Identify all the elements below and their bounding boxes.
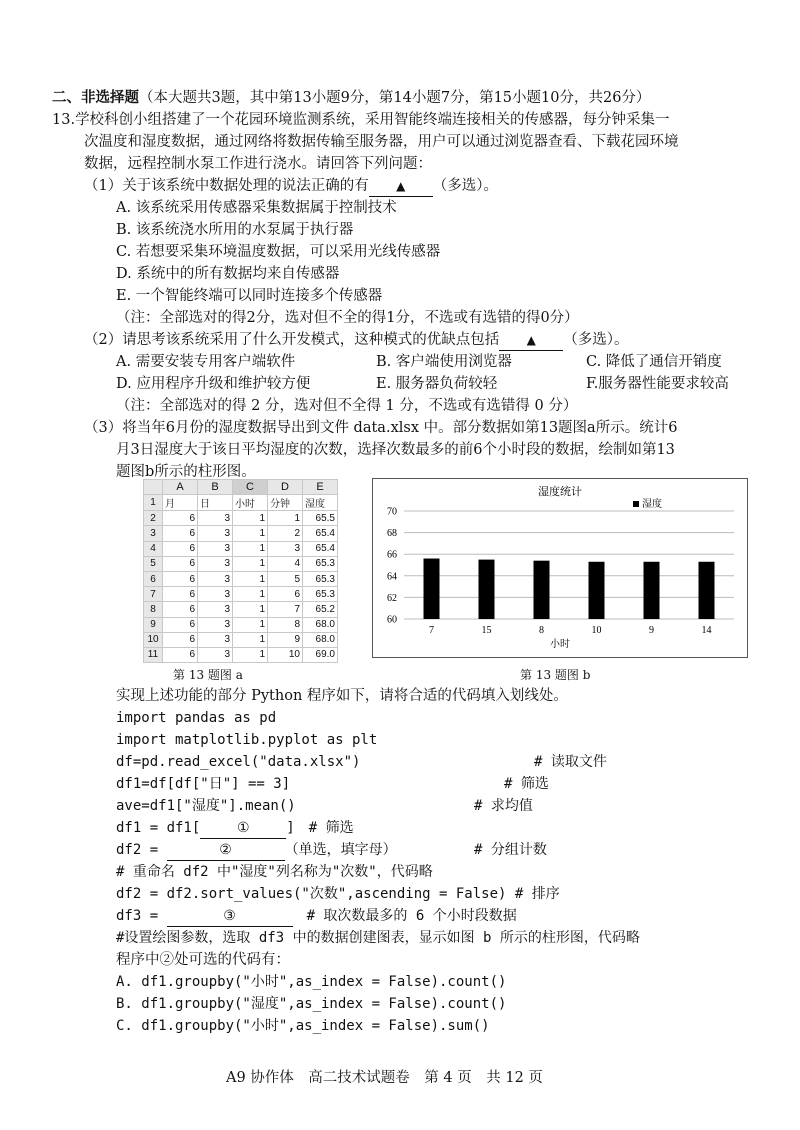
sheet-cell: 3 bbox=[198, 647, 233, 662]
q2-option-f: F.服务器性能要求较高 bbox=[586, 376, 729, 392]
chart-y-tick-label: 62 bbox=[387, 592, 397, 604]
sheet-cell: 65.4 bbox=[303, 526, 338, 541]
code-line-10: df3 = ③ # 取次数最多的 6 个小时段数据 bbox=[116, 906, 517, 927]
chart-y-tick-label: 60 bbox=[387, 614, 397, 626]
sheet-cell: 3 bbox=[198, 541, 233, 556]
sheet-row-number: 10 bbox=[144, 632, 163, 647]
sheet-cell: 1 bbox=[268, 511, 303, 526]
chart-x-tick-label: 9 bbox=[649, 625, 654, 636]
sheet-cell: 3 bbox=[198, 617, 233, 632]
sheet-row bbox=[144, 587, 338, 602]
q2-scoring-note: （注：全部选对的得 2 分，选对但不全得 1 分，不选或有选错得 0 分） bbox=[116, 398, 578, 414]
sheet-cell: 65.5 bbox=[303, 511, 338, 526]
sheet-cell: 65.3 bbox=[303, 571, 338, 586]
q2-option-c: C. 降低了通信开销度 bbox=[586, 354, 722, 370]
sheet-cell: 1 bbox=[233, 617, 268, 632]
sheet-cell: 1 bbox=[233, 511, 268, 526]
sheet-cell: 1 bbox=[233, 587, 268, 602]
sheet-cell: 3 bbox=[198, 587, 233, 602]
sheet-row-number: 4 bbox=[144, 541, 163, 556]
sheet-row-number: 8 bbox=[144, 602, 163, 617]
sheet-column-letter: C bbox=[233, 480, 268, 495]
page-footer: A9 协作体 高二技术试题卷 第 4 页 共 12 页 bbox=[226, 1070, 543, 1086]
sheet-column-header-row bbox=[144, 480, 338, 495]
sheet-cell: 6 bbox=[163, 647, 198, 662]
code-line-3: df=pd.read_excel("data.xlsx") bbox=[116, 754, 361, 770]
sheet-cell: 65.3 bbox=[303, 587, 338, 602]
sheet-cell: 1 bbox=[233, 541, 268, 556]
sheet-field-header: 日 bbox=[198, 495, 233, 511]
sheet-row bbox=[144, 602, 338, 617]
q1-option-b: B. 该系统浇水所用的水泵属于执行器 bbox=[116, 222, 354, 238]
sheet-field-header: 月 bbox=[163, 495, 198, 511]
sheet-row-number: 11 bbox=[144, 647, 163, 662]
figure-b-caption: 第 13 题图 b bbox=[520, 668, 591, 682]
chart-legend-swatch bbox=[633, 501, 639, 507]
sheet-row bbox=[144, 556, 338, 571]
code-line-6: df1 = df1[ ① ] # 筛选 bbox=[116, 818, 354, 839]
sheet-row-number: 6 bbox=[144, 571, 163, 586]
sheet-row-number: 3 bbox=[144, 526, 163, 541]
choice-c: C. df1.groupby("小时",as_index = False).sum() bbox=[116, 1018, 490, 1034]
chart-bar bbox=[644, 562, 660, 619]
sheet-row-number: 1 bbox=[144, 495, 163, 511]
sheet-cell: 6 bbox=[163, 511, 198, 526]
code-line-2: import matplotlib.pyplot as plt bbox=[116, 732, 378, 748]
choice-b: B. df1.groupby("湿度",as_index = False).count() bbox=[116, 996, 507, 1012]
sheet-row bbox=[144, 571, 338, 586]
sheet-row-number: 7 bbox=[144, 587, 163, 602]
sheet-field-header: 分钟 bbox=[268, 495, 303, 511]
sheet-cell: 6 bbox=[163, 571, 198, 586]
code-line-5: ave=df1["湿度"].mean() bbox=[116, 798, 296, 814]
sheet-field-header: 小时 bbox=[233, 495, 268, 511]
chart-bar bbox=[589, 562, 605, 619]
q2-option-b: B. 客户端使用浏览器 bbox=[376, 354, 512, 370]
chart-x-tick-label: 14 bbox=[701, 625, 712, 636]
code-line-4: df1=df[df["日"] == 3] bbox=[116, 776, 291, 792]
bar-chart-figure-b bbox=[372, 478, 748, 658]
chart-title: 湿度统计 bbox=[538, 485, 582, 498]
q3-stem-line-1: （3）将当年6月份的湿度数据导出到文件 data.xlsx 中。部分数据如第13题图a所示。统计6 bbox=[84, 420, 678, 436]
sheet-row bbox=[144, 632, 338, 647]
code-line-11: #设置绘图参数，选取 df3 中的数据创建图表，显示如图 b 所示的柱形图，代码略 bbox=[116, 930, 640, 946]
sheet-cell: 2 bbox=[268, 526, 303, 541]
code-line-7: df2 = ② （单选，填字母） bbox=[116, 840, 397, 861]
chart-x-tick-label: 8 bbox=[539, 625, 544, 636]
sheet-cell: 1 bbox=[233, 571, 268, 586]
q1-option-a: A. 该系统采用传感器采集数据属于控制技术 bbox=[116, 200, 397, 216]
sheet-cell: 8 bbox=[268, 617, 303, 632]
sheet-column-letter: E bbox=[303, 480, 338, 495]
sheet-cell: 65.3 bbox=[303, 556, 338, 571]
q2-option-e: E. 服务器负荷较轻 bbox=[376, 376, 498, 392]
question-number: 13. bbox=[52, 112, 76, 128]
code-blank-2[interactable]: ② bbox=[167, 840, 285, 861]
code-comment-7: # 分组计数 bbox=[474, 842, 547, 858]
chart-bar bbox=[424, 559, 440, 619]
chart-bar bbox=[534, 561, 550, 619]
chart-legend-label: 湿度 bbox=[642, 499, 662, 510]
sheet-cell: 10 bbox=[268, 647, 303, 662]
sheet-row bbox=[144, 495, 338, 511]
sheet-field-header: 湿度 bbox=[303, 495, 338, 511]
spreadsheet-figure-a bbox=[143, 479, 338, 663]
choices-intro: 程序中②处可选的代码有： bbox=[116, 952, 290, 968]
section-title: 二、非选择题 bbox=[52, 90, 139, 106]
sheet-row-number: 2 bbox=[144, 511, 163, 526]
code-line-9: df2 = df2.sort_values("次数",ascending = False) # 排序 bbox=[116, 886, 560, 902]
sheet-cell: 5 bbox=[268, 571, 303, 586]
sheet-row-number: 5 bbox=[144, 556, 163, 571]
code-line-8: # 重命名 df2 中"湿度"列名称为"次数"，代码略 bbox=[116, 864, 433, 880]
sheet-cell: 65.4 bbox=[303, 541, 338, 556]
sheet-row bbox=[144, 511, 338, 526]
sheet-column-letter: D bbox=[268, 480, 303, 495]
q2-option-a: A. 需要安装专用客户端软件 bbox=[116, 354, 296, 370]
q3-stem-line-2: 月3日湿度大于该日平均湿度的次数，选择次数最多的前6个小时段的数据，绘制如第13 bbox=[116, 442, 675, 458]
sheet-cell: 3 bbox=[268, 541, 303, 556]
chart-bar bbox=[699, 562, 715, 619]
section-heading bbox=[52, 88, 650, 108]
sheet-cell: 6 bbox=[163, 617, 198, 632]
sheet-column-letter: A bbox=[163, 480, 198, 495]
q1-option-c: C. 若想要采集环境温度数据，可以采用光线传感器 bbox=[116, 244, 441, 260]
sheet-cell: 1 bbox=[233, 647, 268, 662]
code-blank-1[interactable]: ① bbox=[200, 818, 286, 839]
sheet-cell: 65.2 bbox=[303, 602, 338, 617]
chart-x-tick-label: 7 bbox=[429, 625, 434, 636]
sheet-corner-cell bbox=[144, 480, 163, 495]
q3-stem-line-3: 题图b所示的柱形图。 bbox=[116, 464, 256, 480]
question-stem-line-3: 数据，远程控制水泵工作进行浇水。请回答下列问题： bbox=[84, 156, 432, 172]
sheet-cell: 68.0 bbox=[303, 632, 338, 647]
sheet-cell: 3 bbox=[198, 511, 233, 526]
sheet-cell: 3 bbox=[198, 602, 233, 617]
code-comment-3: # 读取文件 bbox=[534, 754, 607, 770]
sheet-cell: 1 bbox=[233, 602, 268, 617]
chart-x-tick-label: 10 bbox=[591, 625, 602, 636]
sheet-cell: 69.0 bbox=[303, 647, 338, 662]
chart-x-tick-label: 15 bbox=[481, 625, 492, 636]
question-stem-line-2: 次温度和湿度数据，通过网络将数据传输至服务器，用户可以通过浏览器查看、下载花园环境 bbox=[84, 134, 679, 150]
code-line-1: import pandas as pd bbox=[116, 710, 277, 726]
code-blank-3[interactable]: ③ bbox=[167, 906, 293, 927]
sheet-row bbox=[144, 617, 338, 632]
sheet-cell: 6 bbox=[163, 556, 198, 571]
sheet-row bbox=[144, 647, 338, 662]
chart-y-tick-label: 70 bbox=[387, 506, 397, 518]
sheet-cell: 6 bbox=[163, 602, 198, 617]
q2-answer-blank[interactable]: ▲ bbox=[499, 330, 563, 351]
chart-y-tick-label: 64 bbox=[387, 571, 397, 583]
q1-prompt: （1）关于该系统中数据处理的说法正确的有 ▲ （多选）。 bbox=[84, 176, 498, 197]
sheet-cell: 68.0 bbox=[303, 617, 338, 632]
sheet-cell: 1 bbox=[233, 526, 268, 541]
section-note: （本大题共3题，其中第13小题9分，第14小题7分，第15小题10分，共26分） bbox=[139, 90, 651, 106]
code-comment-4: # 筛选 bbox=[504, 776, 549, 792]
q1-scoring-note: （注：全部选对的得2分，选对但不全的得1分，不选或有选错的得0分） bbox=[116, 310, 579, 326]
sheet-row bbox=[144, 541, 338, 556]
q1-answer-blank[interactable]: ▲ bbox=[369, 176, 433, 197]
sheet-cell: 6 bbox=[163, 526, 198, 541]
sheet-cell: 7 bbox=[268, 602, 303, 617]
q1-option-d: D. 系统中的所有数据均来自传感器 bbox=[116, 266, 340, 282]
sheet-cell: 6 bbox=[268, 587, 303, 602]
sheet-row bbox=[144, 526, 338, 541]
choice-a: A. df1.groupby("小时",as_index = False).count() bbox=[116, 974, 507, 990]
q2-option-d: D. 应用程序升级和维护较方便 bbox=[116, 376, 311, 392]
q2-prompt: （2）请思考该系统采用了什么开发模式，这种模式的优缺点包括 ▲ （多选）。 bbox=[84, 330, 628, 351]
sheet-cell: 3 bbox=[198, 632, 233, 647]
code-intro: 实现上述功能的部分 Python 程序如下，请将合适的代码填入划线处。 bbox=[116, 688, 568, 704]
question-stem-line-1: 13.学校科创小组搭建了一个花园环境监测系统，采用智能终端连接相关的传感器，每分钟采集一 bbox=[52, 112, 670, 128]
sheet-cell: 3 bbox=[198, 556, 233, 571]
sheet-cell: 9 bbox=[268, 632, 303, 647]
chart-bar bbox=[479, 560, 495, 619]
sheet-cell: 1 bbox=[233, 556, 268, 571]
chart-y-tick-label: 68 bbox=[387, 528, 397, 540]
chart-x-axis-label: 小时 bbox=[550, 639, 570, 650]
sheet-cell: 3 bbox=[198, 526, 233, 541]
sheet-cell: 6 bbox=[163, 632, 198, 647]
figure-a-caption: 第 13 题图 a bbox=[173, 668, 243, 682]
sheet-column-letter: B bbox=[198, 480, 233, 495]
chart-y-tick-label: 66 bbox=[387, 549, 397, 561]
sheet-cell: 1 bbox=[233, 632, 268, 647]
sheet-cell: 4 bbox=[268, 556, 303, 571]
code-comment-5: # 求均值 bbox=[474, 798, 533, 814]
sheet-cell: 6 bbox=[163, 587, 198, 602]
sheet-cell: 3 bbox=[198, 571, 233, 586]
q1-option-e: E. 一个智能终端可以同时连接多个传感器 bbox=[116, 288, 383, 304]
sheet-cell: 6 bbox=[163, 541, 198, 556]
sheet-row-number: 9 bbox=[144, 617, 163, 632]
